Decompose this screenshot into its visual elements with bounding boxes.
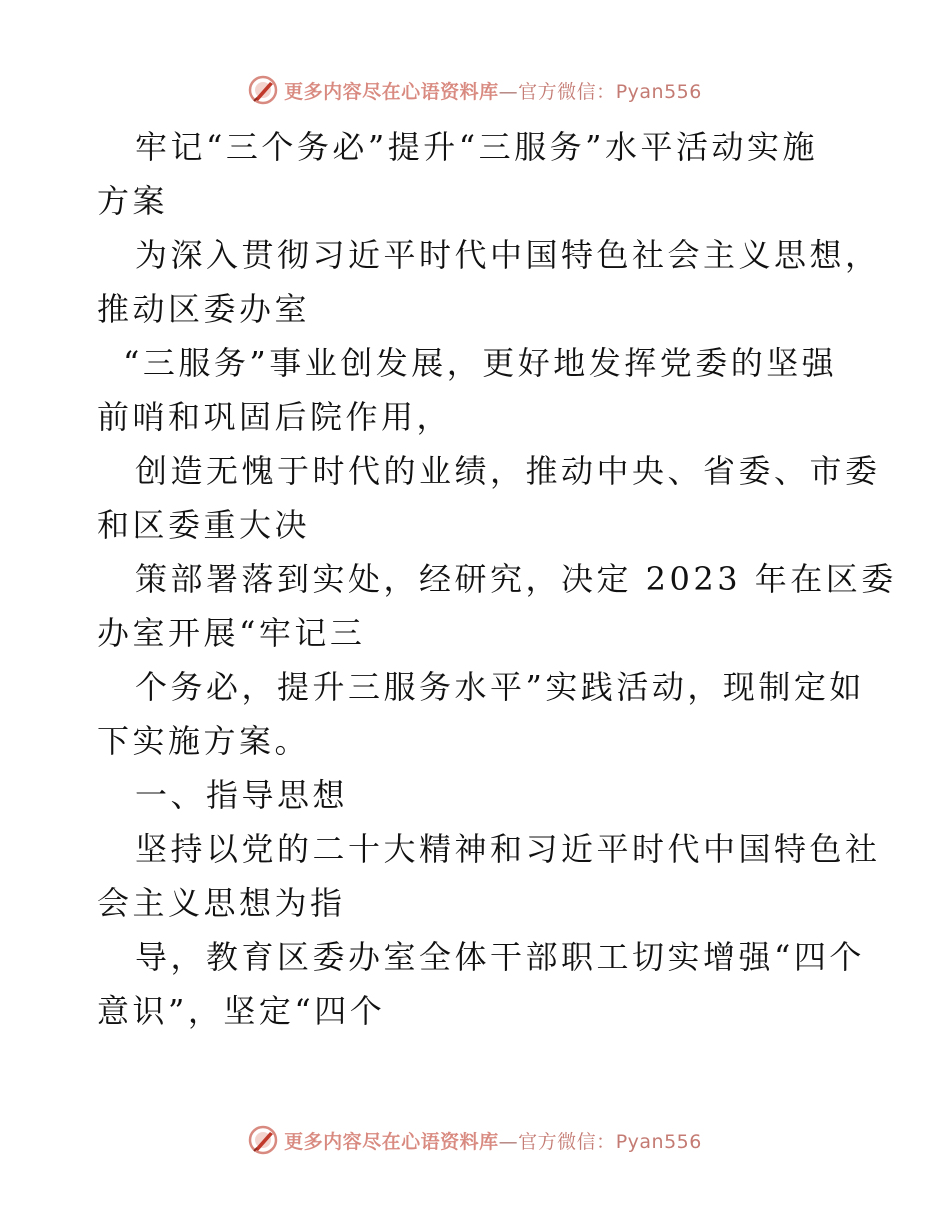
paragraph-line: 办室开展“牢记三 bbox=[97, 614, 366, 652]
watermark-site-text: 更多内容尽在心语资料库 bbox=[284, 80, 499, 103]
watermark-separator: — bbox=[498, 80, 519, 103]
title-line-2: 方案 bbox=[97, 182, 169, 220]
paragraph-line: 推动区委办室 bbox=[97, 290, 311, 328]
paragraph-line: 策部署落到实处，经研究，决定 2023 年在区委 bbox=[135, 560, 897, 598]
paragraph-line: “三服务”事业创发展，更好地发挥党委的坚强 bbox=[123, 344, 838, 382]
watermark-wechat-id: Pyan556 bbox=[615, 1130, 702, 1153]
watermark-banner-top bbox=[0, 72, 950, 108]
section-heading: 一、指导思想 bbox=[135, 776, 349, 814]
watermark-separator: — bbox=[498, 1130, 519, 1153]
paragraph-line: 下实施方案。 bbox=[97, 722, 311, 760]
brush-logo-icon bbox=[248, 75, 278, 105]
watermark-text bbox=[284, 1127, 702, 1154]
paragraph-line: 为深入贯彻习近平时代中国特色社会主义思想， bbox=[135, 236, 881, 274]
paragraph-line: 导，教育区委办室全体干部职工切实增强“四个 bbox=[135, 938, 865, 976]
paragraph-line: 创造无愧于时代的业绩，推动中央、省委、市委 bbox=[135, 452, 881, 490]
document-body bbox=[97, 120, 897, 1038]
watermark-banner-bottom bbox=[0, 1122, 950, 1158]
watermark-wechat-id: Pyan556 bbox=[615, 80, 702, 103]
paragraph-line: 个务必，提升三服务水平”实践活动，现制定如 bbox=[135, 668, 865, 706]
paragraph-line: 坚持以党的二十大精神和习近平时代中国特色社 bbox=[135, 830, 881, 868]
watermark-wechat-label: 官方微信： bbox=[518, 80, 616, 103]
paragraph-line: 和区委重大决 bbox=[97, 506, 311, 544]
paragraph-line: 会主义思想为指 bbox=[97, 884, 346, 922]
paragraph-line: 前哨和巩固后院作用， bbox=[97, 398, 453, 436]
watermark-wechat-label: 官方微信： bbox=[518, 1130, 616, 1153]
brush-logo-icon bbox=[248, 1125, 278, 1155]
watermark-site-text: 更多内容尽在心语资料库 bbox=[284, 1130, 499, 1153]
paragraph-line: 意识”，坚定“四个 bbox=[97, 992, 386, 1030]
title-line-1: 牢记“三个务必”提升“三服务”水平活动实施 bbox=[135, 128, 818, 166]
watermark-text bbox=[284, 77, 702, 104]
